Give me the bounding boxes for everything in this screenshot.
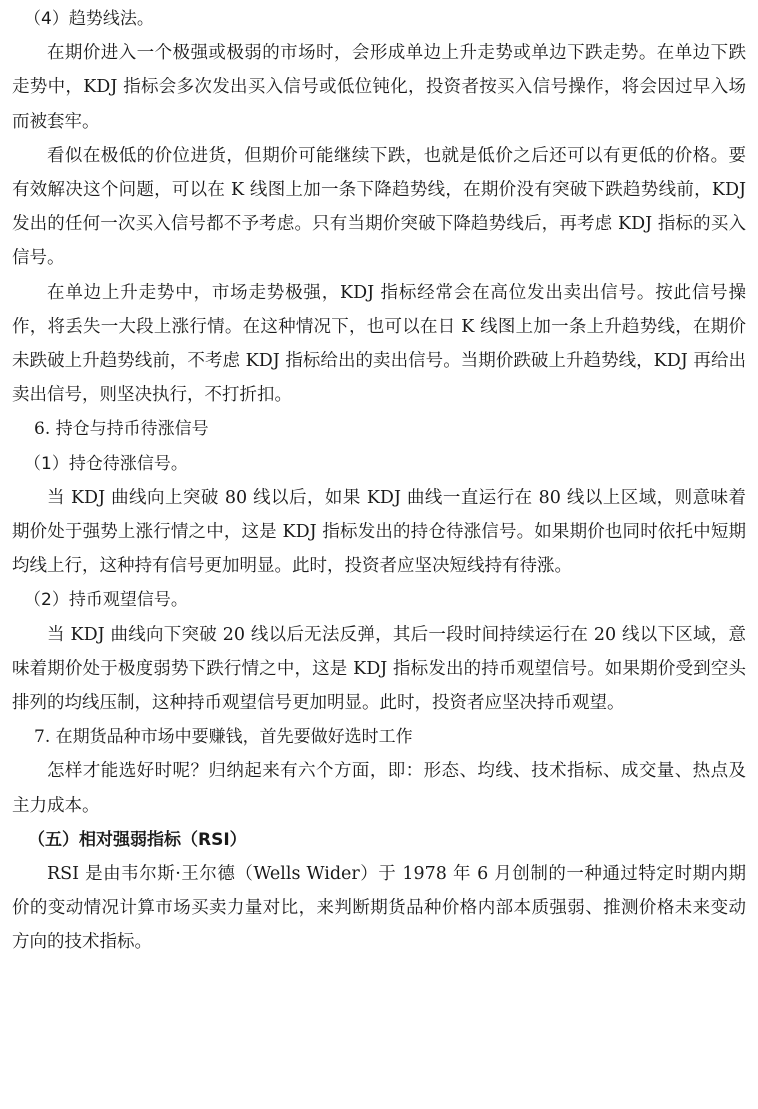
heading-trendline-method: （4）趋势线法。 xyxy=(24,9,154,29)
paragraph-hold-position-signal: 当 KDJ 曲线向上突破 80 线以后，如果 KDJ 曲线一直运行在 80 线以上区域，则意味着期价处于强势上涨行情之中，这是 KDJ 指标发出的持仓待涨信号。如果期价也同时依托中短期均线上行，这种持有信号更加明显。此时，投资者应坚决短线持有待涨。 xyxy=(12,487,746,577)
heading-rsi: （五）相对强弱指标（RSI） xyxy=(28,829,247,850)
heading-hold-signals: 6. 持仓与持币待涨信号 xyxy=(34,419,209,440)
paragraph-uptrend-line: 在单边上升走势中，市场走势极强，KDJ 指标经常会在高位发出卖出信号。按此信号操作，将丢失一大段上涨行情。在这种情况下，也可以在日 K 线图上加一条上升趋势线，在期价未跌破上升趋势线前，不考虑 KDJ 指标给出的卖出信号。当期价跌破上升趋势线，KDJ 再给出卖出信号，则坚决执行，不打折扣。 xyxy=(12,282,746,406)
heading-hold-cash-signal: （2）持币观望信号。 xyxy=(24,590,188,611)
paragraph-rsi-definition: RSI 是由韦尔斯·王尔德（Wells Wider）于 1978 年 6 月创制的一种通过特定时期内期价的变动情况计算市场买卖力量对比，来判断期货品种价格内部本质强弱、推测价格未来变动方向的技术指标。 xyxy=(12,864,746,953)
heading-timing-selection: 7. 在期货品种市场中要赚钱，首先要做好选时工作 xyxy=(34,727,413,748)
heading-hold-position-signal: （1）持仓待涨信号。 xyxy=(24,453,188,474)
paragraph-hold-cash-signal: 当 KDJ 曲线向下突破 20 线以后无法反弹，其后一段时间持续运行在 20 线以下区域，意味着期价处于极度弱势下跌行情之中，这是 KDJ 指标发出的持币观望信号。如果期价受到空头排列的均线压制，这种持币观望信号更加明显。此时，投资者应坚决持币观望。 xyxy=(12,624,746,714)
paragraph-downtrend-line: 看似在极低的价位进货，但期价可能继续下跌，也就是低价之后还可以有更低的价格。要有效解决这个问题，可以在 K 线图上加一条下降趋势线，在期价没有突破下跌趋势线前，KDJ 发出的任何一次买入信号都不予考虑。只有当期价突破下降趋势线后，再考虑 KDJ 指标的买入信号。 xyxy=(12,145,746,269)
paragraph-timing-selection: 怎样才能选好时呢？归纳起来有六个方面，即：形态、均线、技术指标、成交量、热点及主力成本。 xyxy=(12,761,746,816)
paragraph-single-direction-trend: 在期价进入一个极强或极弱的市场时，会形成单边上升走势或单边下跌走势。在单边下跌走势中，KDJ 指标会多次发出买入信号或低位钝化，投资者按买入信号操作，将会因过早入场而被套牢。 xyxy=(12,43,746,132)
